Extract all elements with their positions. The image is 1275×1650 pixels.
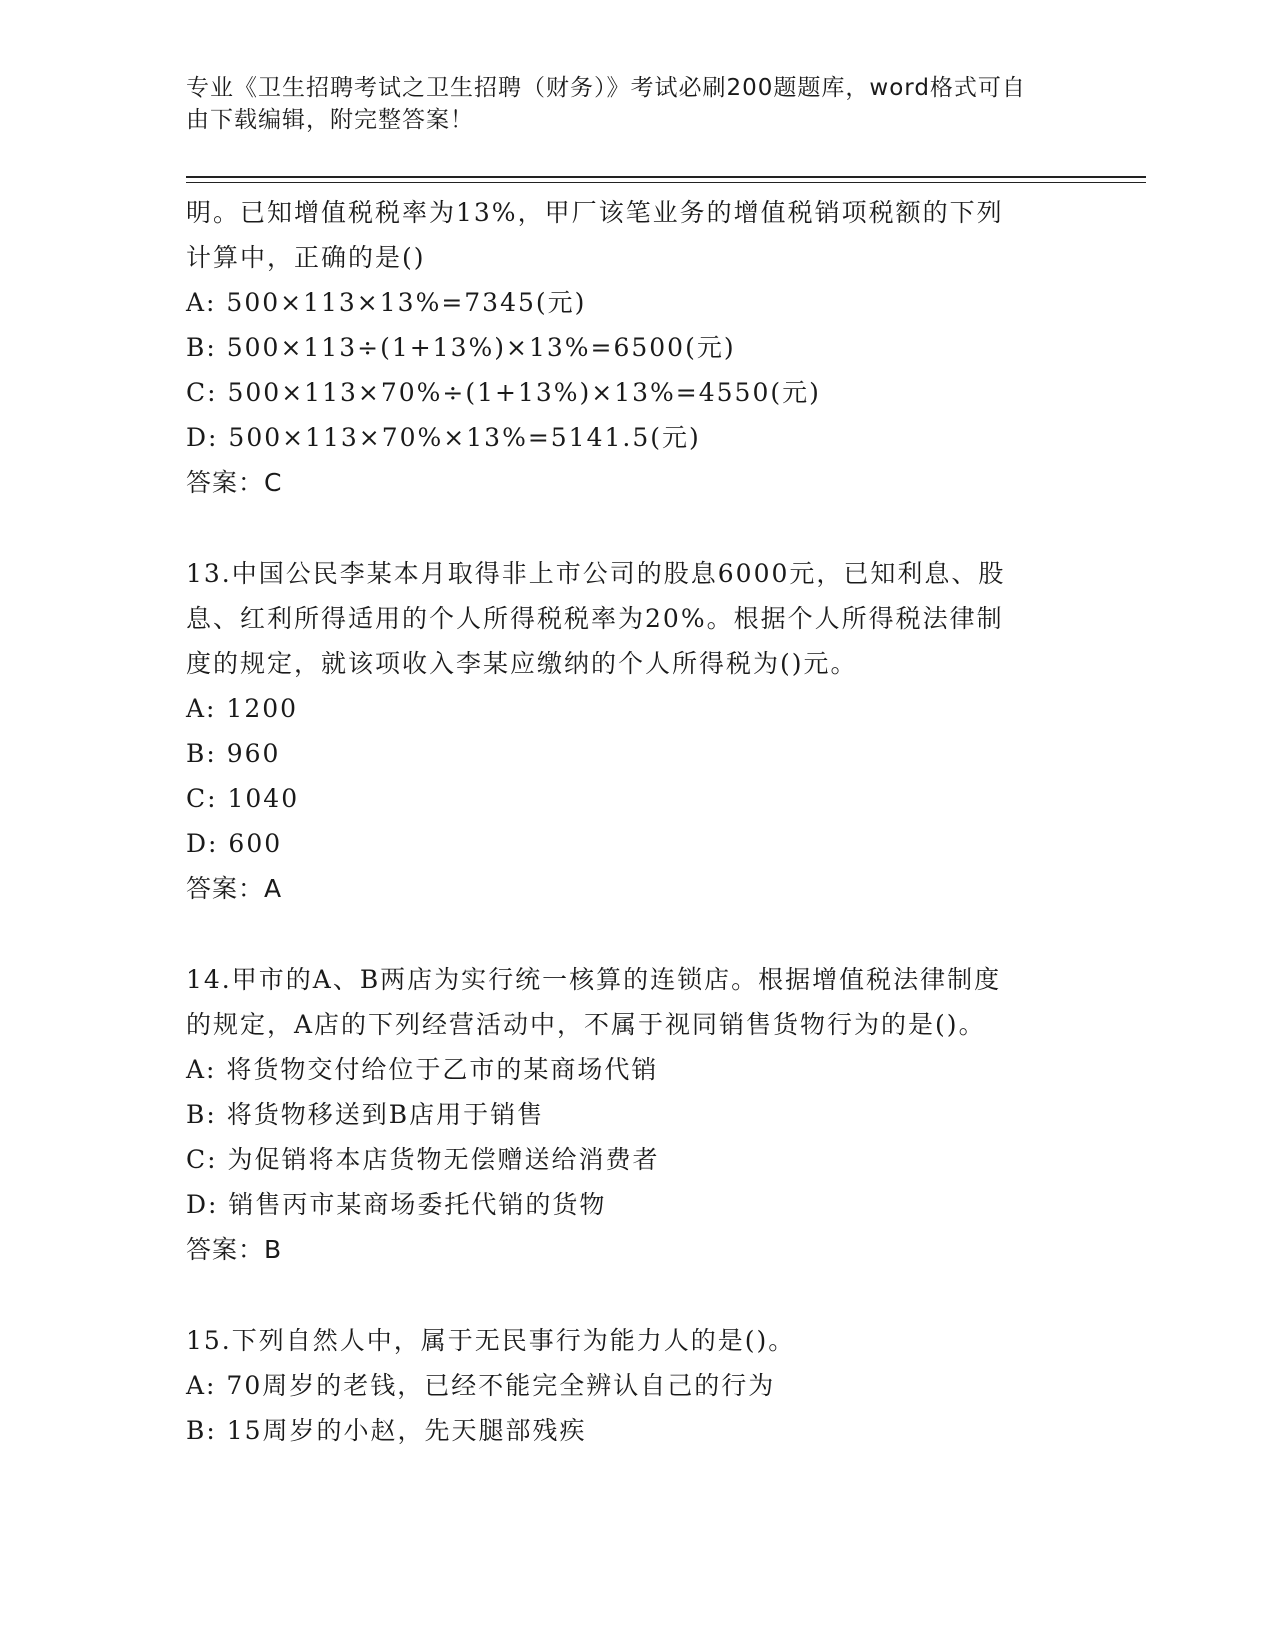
spacer [186,1272,1086,1318]
document-body [186,190,1086,1453]
option-b: B: 500×113÷(1+13%)×13%=6500(元) [186,333,736,362]
option-c: C: 1040 [186,784,300,813]
question-stem: 明。已知增值税税率为13%，甲厂该笔业务的增值税销项税额的下列 [186,198,1004,227]
header-line-2: 由下载编辑，附完整答案！ [186,107,474,133]
option-b: B: 将货物移送到B店用于销售 [186,1100,545,1129]
question-stem: 13.中国公民李某本月取得非上市公司的股息6000元，已知利息、股 [186,559,1006,588]
option-d: D: 500×113×70%×13%=5141.5(元) [186,423,701,452]
question-stem: 15.下列自然人中，属于无民事行为能力人的是()。 [186,1326,796,1355]
header-line-1: 专业《卫生招聘考试之卫生招聘（财务）》考试必刷200题题库，word格式可自 [186,75,1026,101]
answer: 答案：A [186,874,283,903]
spacer [186,505,1086,551]
option-a: A: 将货物交付给位于乙市的某商场代销 [186,1055,659,1084]
question-13 [186,551,1086,911]
question-14 [186,957,1086,1272]
option-b: B: 960 [186,739,281,768]
question-15 [186,1318,1086,1453]
option-a: A: 70周岁的老钱，已经不能完全辨认自己的行为 [186,1371,776,1400]
option-d: D: 600 [186,829,283,858]
question-stem: 的规定，A店的下列经营活动中，不属于视同销售货物行为的是()。 [186,1010,986,1039]
option-a: A: 1200 [186,694,299,723]
option-a: A: 500×113×13%=7345(元) [186,288,587,317]
question-stem: 计算中，正确的是() [186,243,426,272]
document-header [186,72,1066,136]
option-b: B: 15周岁的小赵，先天腿部残疾 [186,1416,587,1445]
header-rule-thin [186,182,1146,183]
option-c: C: 500×113×70%÷(1+13%)×13%=4550(元) [186,378,821,407]
spacer [186,911,1086,957]
question-stem: 息、红利所得适用的个人所得税税率为20%。根据个人所得税法律制 [186,604,1004,633]
option-d: D: 销售丙市某商场委托代销的货物 [186,1190,607,1219]
header-rule-thick [186,176,1146,178]
option-c: C: 为促销将本店货物无偿赠送给消费者 [186,1145,660,1174]
question-stem: 度的规定，就该项收入李某应缴纳的个人所得税为()元。 [186,649,858,678]
question-stem: 14.甲市的A、B两店为实行统一核算的连锁店。根据增值税法律制度 [186,965,1002,994]
answer: 答案：B [186,1235,283,1264]
question-12 [186,190,1086,505]
answer: 答案：C [186,468,283,497]
